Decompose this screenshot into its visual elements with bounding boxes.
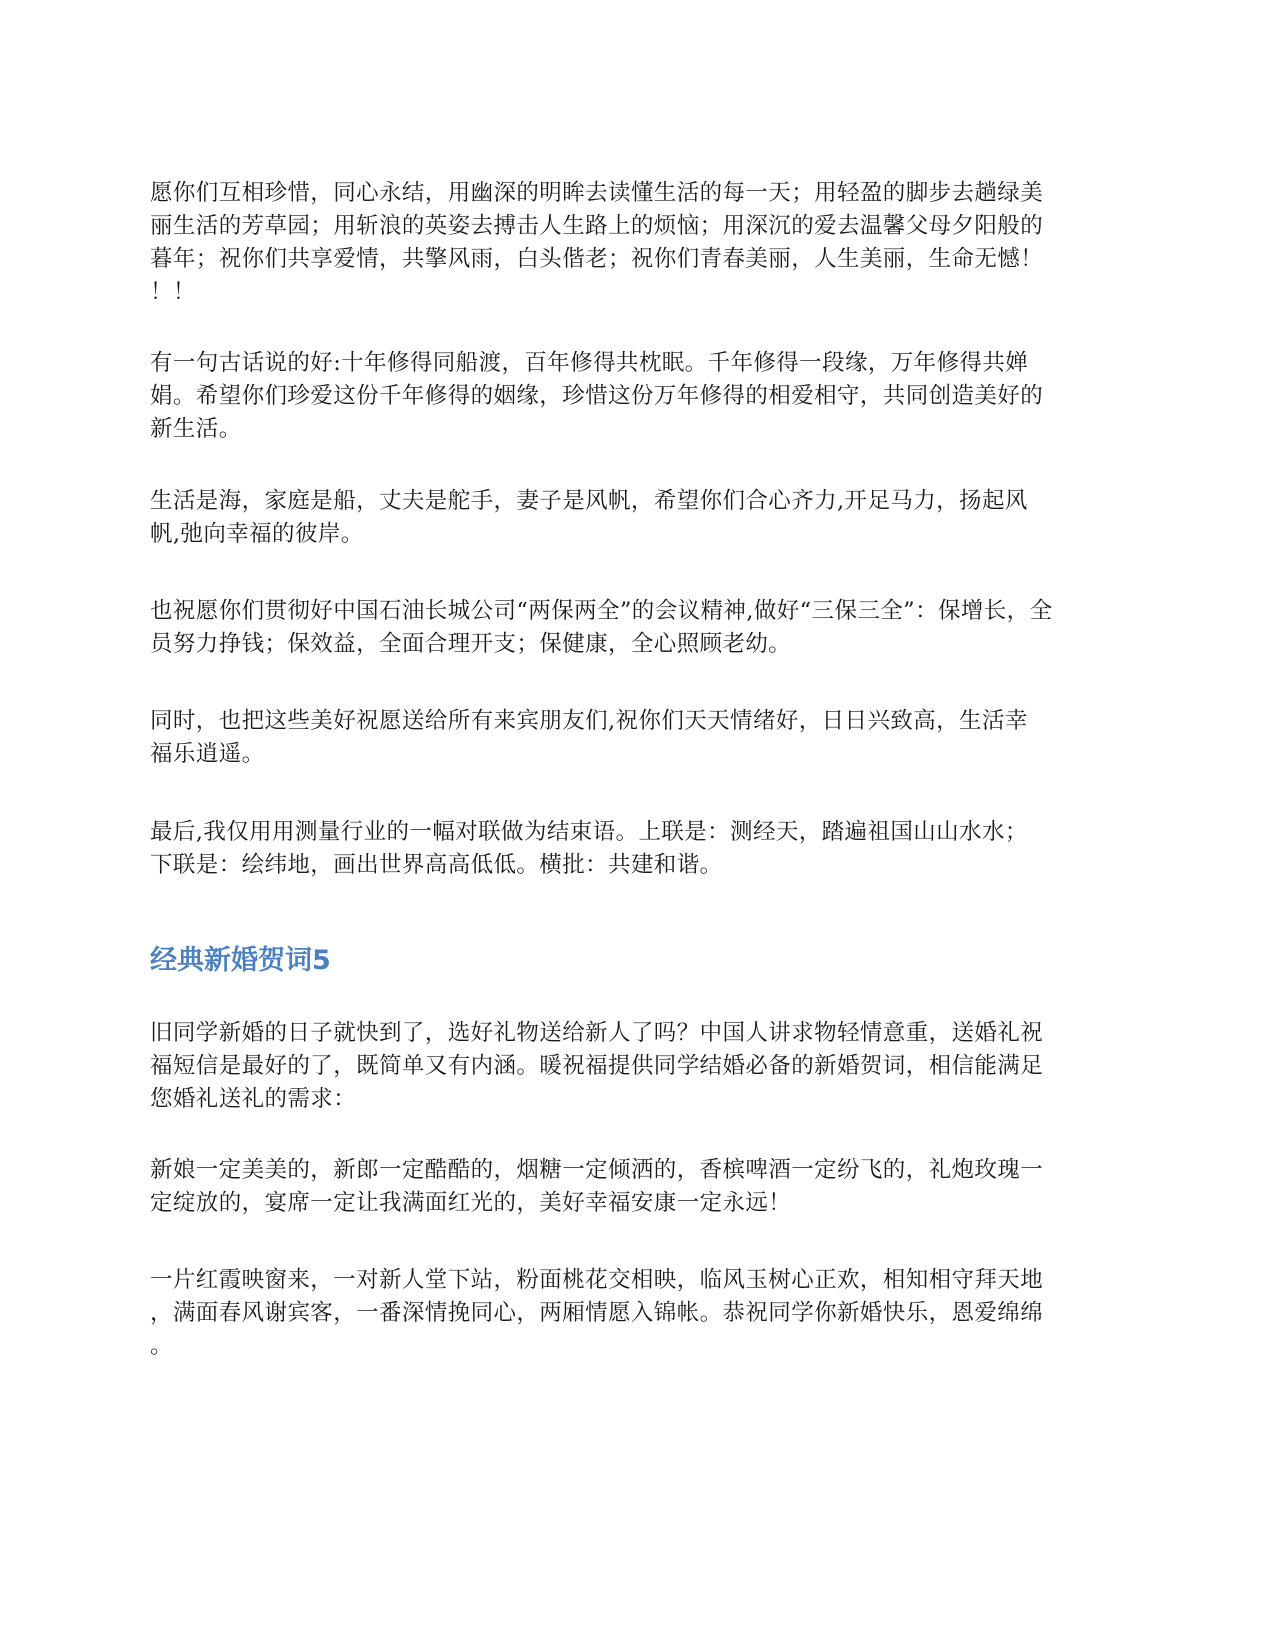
paragraph-blessing-5: 同时，也把这些美好祝愿送给所有来宾朋友们,祝你们天天情绪好，日日兴致高，生活幸 福乐逍遥。 — [150, 708, 1028, 767]
paragraph-closing: 最后,我仅用用测量行业的一幅对联做为结束语。上联是：测经天，踏遍祖国山山水水； 下联是：绘纬地，画出世界高高低低。横批：共建和谐。 — [150, 819, 1028, 878]
paragraph-blessing-3: 生活是海，家庭是船，丈夫是舵手，妻子是风帆，希望你们合心齐力,开足马力，扬起风 帆,弛向幸福的彼岸。 — [150, 488, 1028, 547]
paragraph-blessing-1: 愿你们互相珍惜，同心永结，用幽深的明眸去读懂生活的每一天；用轻盈的脚步去趟绿美 丽生活的芳草园；用斩浪的英姿去搏击人生路上的烦恼；用深沉的爱去温馨父母夕阳般的 暮年；祝你们共享爱情，共擎风雨，白头偕老；祝你们青春美丽，人生美丽，生命无憾！ ！！ — [150, 180, 1044, 305]
paragraph-wish-2: 一片红霞映窗来，一对新人堂下站，粉面桃花交相映，临风玉树心正欢，相知相守拜天地 ，满面春风谢宾客，一番深情挽同心，两厢情愿入锦帐。恭祝同学你新婚快乐，恩爱绵绵 。 — [150, 1267, 1044, 1359]
paragraph-blessing-4: 也祝愿你们贯彻好中国石油长城公司“两保两全”的会议精神,做好“三保三全”：保增长，全 员努力挣钱；保效益，全面合理开支；保健康，全心照顾老幼。 — [150, 598, 1053, 657]
paragraph-wish-1: 新娘一定美美的，新郎一定酷酷的，烟糖一定倾洒的，香槟啤酒一定纷飞的，礼炮玫瑰一 定绽放的，宴席一定让我满面红光的，美好幸福安康一定永远！ — [150, 1157, 1044, 1216]
paragraph-intro: 旧同学新婚的日子就快到了，选好礼物送给新人了吗？中国人讲求物轻情意重，送婚礼祝 福短信是最好的了，既简单又有内涵。暖祝福提供同学结婚必备的新婚贺词，相信能满足 您婚礼送礼的需求： — [150, 1020, 1044, 1112]
section-heading: 经典新婚贺词5 — [150, 945, 331, 976]
paragraph-blessing-2: 有一句古话说的好:十年修得同船渡，百年修得共枕眠。千年修得一段缘，万年修得共婵 娟。希望你们珍爱这份千年修得的姻缘，珍惜这份万年修得的相爱相守，共同创造美好的 新生活。 — [150, 350, 1044, 442]
